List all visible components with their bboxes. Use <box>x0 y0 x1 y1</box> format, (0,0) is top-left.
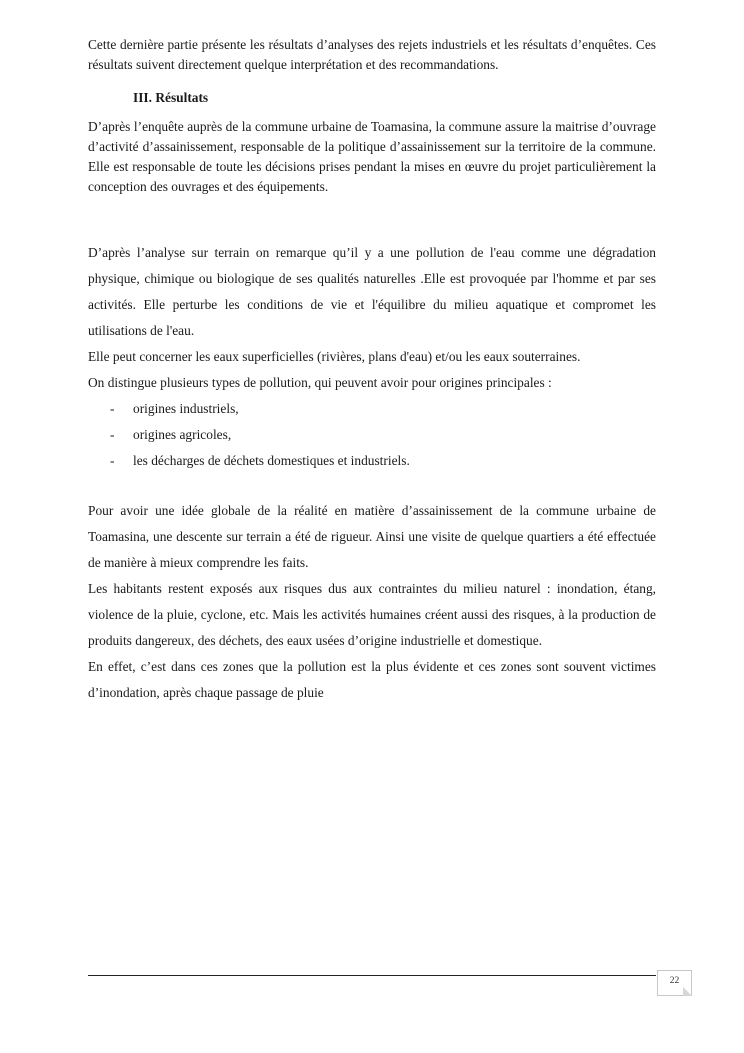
list-item <box>88 422 656 448</box>
risques-paragraph: Les habitants restent exposés aux risques dus aux contraintes du milieu naturel : inondation, étang, violence de la pluie, cyclone, etc. Mais les activités humaines créent aussi des risques, à la production de produits dangereux, des déchets, des eaux usées d’origine industrielle et domestique. <box>88 581 656 648</box>
list-item-text: les décharges de déchets domestiques et industriels. <box>133 453 410 468</box>
list-item <box>88 396 656 422</box>
zones-paragraph: En effet, c’est dans ces zones que la pollution est la plus évidente et ces zones sont souvent victimes d’inondation, après chaque passage de pluie <box>88 659 656 700</box>
list-bullet: - <box>110 427 115 442</box>
intro-paragraph: Cette dernière partie présente les résultats d’analyses des rejets industriels et les résultats d’enquêtes. Ces résultats suivent directement quelque interprétation et des recommandations. <box>88 37 656 72</box>
page-number: 22 <box>669 976 680 986</box>
section-heading: III. Résultats <box>133 90 209 105</box>
eaux-paragraph: Elle peut concerner les eaux superficielles (rivières, plans d'eau) et/ou les eaux souterraines. <box>88 349 581 364</box>
visite-paragraph: Pour avoir une idée globale de la réalité en matière d’assainissement de la commune urbaine de Toamasina, une descente sur terrain a été de rigueur. Ainsi une visite de quelque quartiers a été effectuée de manière à mieux comprendre les faits. <box>88 503 656 570</box>
list-item <box>88 448 656 474</box>
list-bullet: - <box>110 453 115 468</box>
enquete-paragraph: D’après l’enquête auprès de la commune urbaine de Toamasina, la commune assure la maitrise d’ouvrage d’activité d’assainissement, responsable de la politique d’assainissement sur la territoire de la commune. Elle est responsable de toute les décisions prises pendant la mises en œuvre du projet particulièrement la conception des ouvrages et des équipements. <box>88 119 656 194</box>
visite-section <box>88 498 656 706</box>
analyse-paragraph: D’après l’analyse sur terrain on remarque qu’il y a une pollution de l'eau comme une dégradation physique, chimique ou biologique de ses qualités naturelles .Elle est provoquée par l'homme et par ses activités. Elle perturbe les conditions de vie et l'équilibre du milieu aquatique et compromet les utilisations de l'eau. <box>88 245 656 338</box>
list-item-text: origines agricoles, <box>133 427 232 442</box>
pollution-origins-list <box>88 396 656 474</box>
types-paragraph: On distingue plusieurs types de pollution, qui peuvent avoir pour origines principales : <box>88 375 552 390</box>
page-curl-icon <box>683 987 692 996</box>
footer-divider <box>88 975 656 976</box>
analyse-section <box>88 240 656 474</box>
list-bullet: - <box>110 401 115 416</box>
list-item-text: origines industriels, <box>133 401 239 416</box>
page-number-box <box>657 970 692 996</box>
